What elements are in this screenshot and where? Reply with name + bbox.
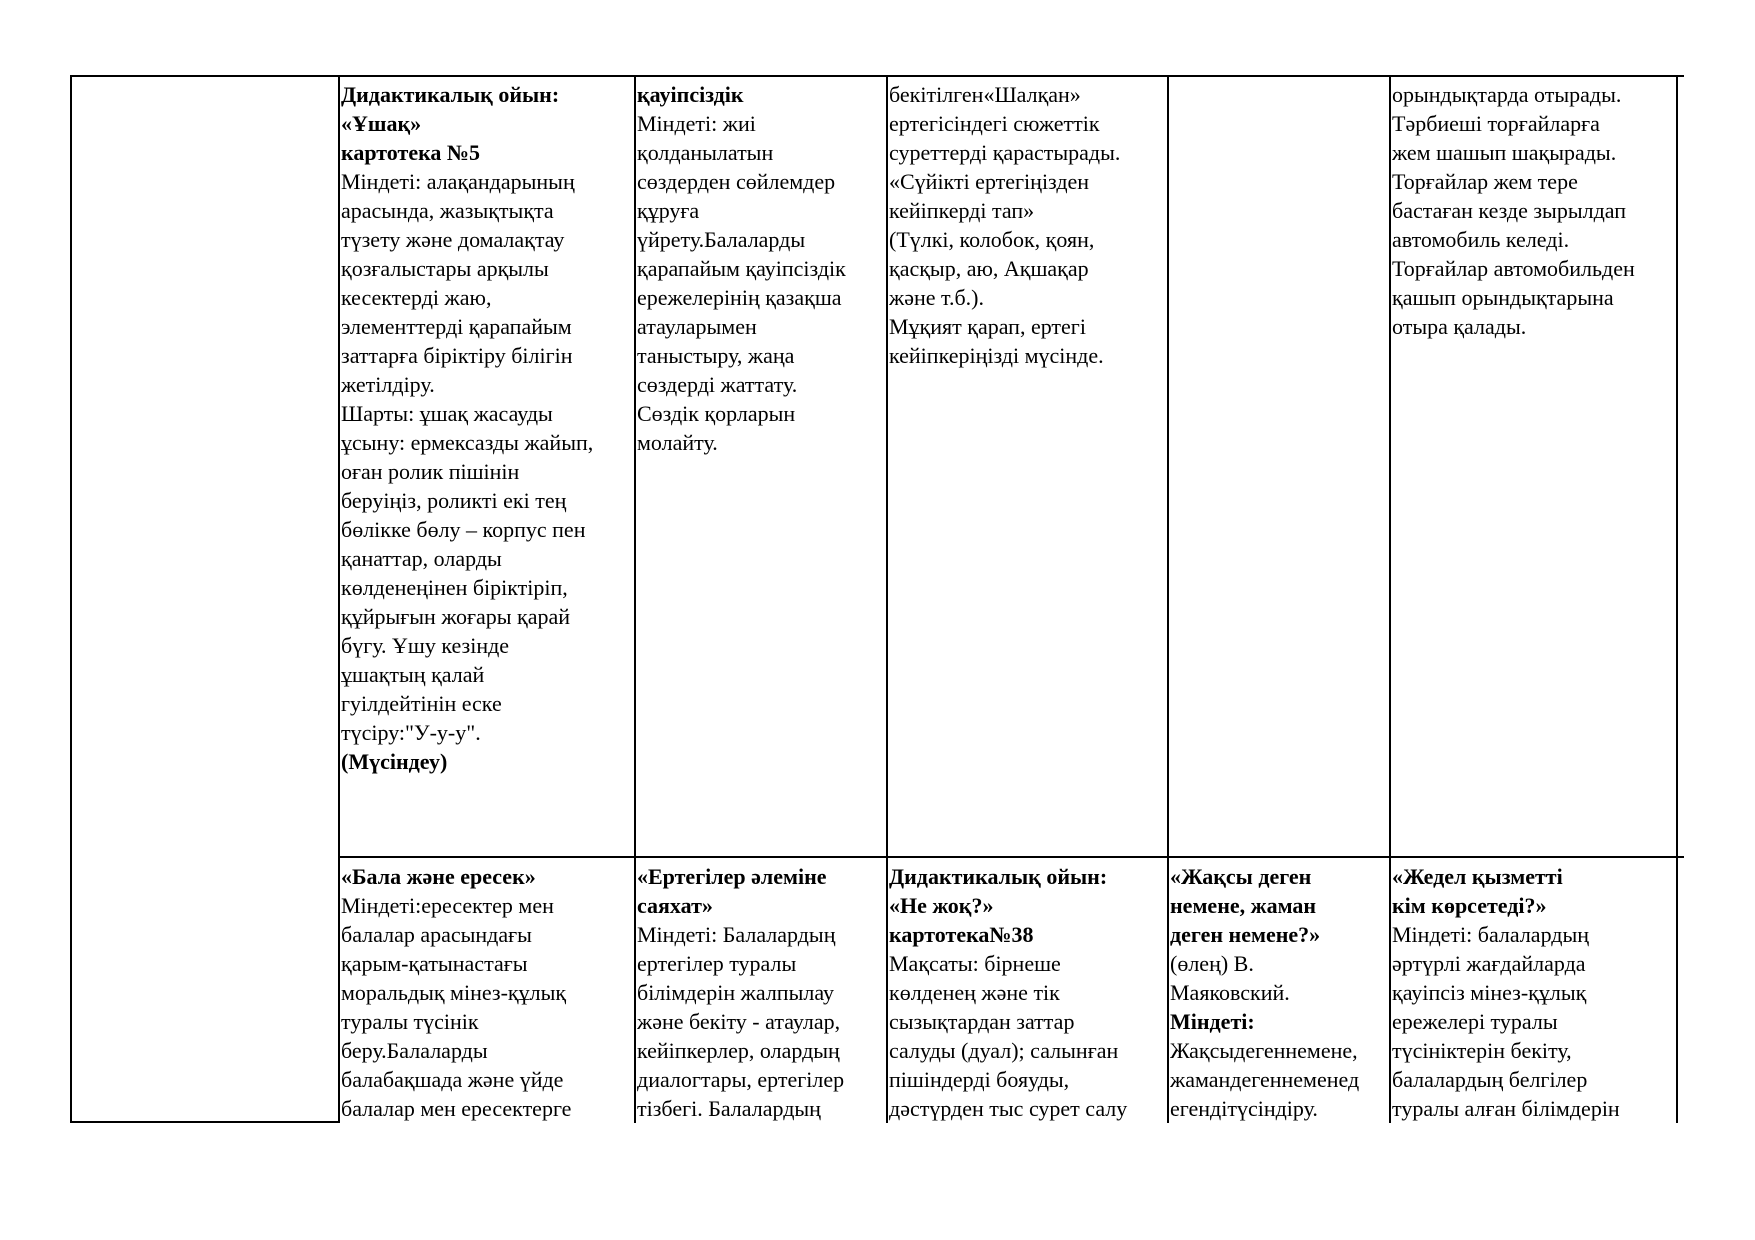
cell-text-line: Міндеті:: [1170, 1009, 1255, 1034]
table-cell-r2-c4: [889, 862, 1166, 1123]
cell-text-line: Міндеті: алақандарының: [341, 169, 575, 194]
cell-text-line: элементтерді қарапайым: [341, 314, 572, 339]
cell-text-line: көлденең және тік: [889, 980, 1060, 1005]
cell-text-line: беру.Балаларды: [341, 1038, 488, 1063]
cell-text-line: Сөздік қорларын: [637, 401, 796, 426]
cell-text-line: Міндеті:ересектер мен: [341, 893, 554, 918]
cell-text-line: (Түлкі, колобок, қоян,: [889, 227, 1095, 252]
table-top-border: [70, 75, 1684, 77]
cell-text-line: Міндеті: жиі: [637, 111, 756, 136]
cell-text-line: қарапайым қауіпсіздік: [637, 256, 846, 281]
cell-text-line: (өлең) В.: [1170, 951, 1254, 976]
cell-text-line: Міндеті: Балалардың: [637, 922, 836, 947]
cell-text-line: жамандегеннеменед: [1170, 1067, 1360, 1092]
cell-text-line: «Не жоқ?»: [889, 893, 994, 918]
cell-text-line: үйрету.Балаларды: [637, 227, 806, 252]
cell-text-line: қауіпсіздік: [637, 82, 744, 107]
cell-text-line: Жақсыдегеннемене,: [1170, 1038, 1358, 1063]
cell-text-line: және бекіту - атаулар,: [637, 1009, 841, 1034]
cell-text-line: құйрығын жоғары қарай: [341, 604, 571, 629]
column-divider-5: [1389, 75, 1391, 1123]
cell-text-line: кейіпкеріңізді мүсінде.: [889, 343, 1104, 368]
table-left-border: [70, 75, 72, 1123]
cell-text-line: деген немене?»: [1170, 922, 1321, 947]
cell-text-line: қозғалыстары арқылы: [341, 256, 549, 281]
cell-text-line: егендітүсіндіру.: [1170, 1096, 1318, 1121]
cell-text-line: сөздерді жаттату.: [637, 372, 798, 397]
cell-text-line: қашып орындықтарына: [1392, 285, 1614, 310]
cell-text-line: балабақшада және үйде: [341, 1067, 564, 1092]
cell-text-line: қарым-қатынастағы: [341, 951, 528, 976]
cell-text-line: атауларымен: [637, 314, 757, 339]
cell-text-line: салуды (дуал); салынған: [889, 1038, 1119, 1063]
cell-text-line: балалар арасындағы: [341, 922, 532, 947]
cell-text-line: бүгу. Ұшу кезінде: [341, 633, 510, 658]
cell-text-line: «Бала және ересек»: [341, 864, 536, 889]
cell-text-line: қолданылатын: [637, 140, 774, 165]
table-cell-r1-c5: [1170, 80, 1388, 852]
table-cell-r1-c3: [637, 80, 885, 852]
cell-text-line: және т.б.).: [889, 285, 984, 310]
cell-text-line: немене, жаман: [1170, 893, 1317, 918]
cell-text-line: тізбегі. Балалардың: [637, 1096, 821, 1121]
cell-text-line: ертегілер туралы: [637, 951, 797, 976]
table-bottom-border: [70, 1121, 339, 1123]
row-divider: [339, 856, 1684, 858]
cell-text-line: Мақсаты: бірнеше: [889, 951, 1061, 976]
cell-text-line: сызықтардан заттар: [889, 1009, 1075, 1034]
cell-text-line: «Жақсы деген: [1170, 864, 1312, 889]
cell-text-line: туралы алған білімдерін: [1392, 1096, 1620, 1121]
cell-text-line: дәстүрден тыс сурет салу: [889, 1096, 1128, 1121]
cell-text-line: «Ұшақ»: [341, 111, 422, 136]
cell-text-line: автомобиль келеді.: [1392, 227, 1570, 252]
table-cell-r1-c4: [889, 80, 1166, 852]
cell-text-line: пішіндерді бояуды,: [889, 1067, 1070, 1092]
cell-text-line: Міндеті: балалардың: [1392, 922, 1590, 947]
cell-text-line: қасқыр, аю, Ақшақар: [889, 256, 1089, 281]
cell-text-line: түсіру:"У-у-у".: [341, 720, 481, 745]
column-divider-1: [338, 75, 340, 1123]
cell-text-line: суреттерді қарастырады.: [889, 140, 1121, 165]
table-cell-r1-c6: [1392, 80, 1675, 852]
cell-text-line: Тәрбиеші торғайларға: [1392, 111, 1600, 136]
cell-text-line: әртүрлі жағдайларда: [1392, 951, 1586, 976]
cell-text-line: қанаттар, оларды: [341, 546, 502, 571]
cell-text-line: беруіңіз, роликті екі тең: [341, 488, 567, 513]
cell-text-line: картотека №5: [341, 140, 481, 165]
cell-text-line: «Ертегілер әлеміне: [637, 864, 827, 889]
cell-text-line: бастаған кезде зырылдап: [1392, 198, 1627, 223]
cell-text-line: сөздерден сөйлемдер: [637, 169, 836, 194]
cell-text-line: көлденеңінен біріктіріп,: [341, 575, 568, 600]
table-cell-r2-c3: [637, 862, 885, 1123]
cell-text-line: Торғайлар жем тере: [1392, 169, 1578, 194]
cell-text-line: ертегісіндегі сюжеттік: [889, 111, 1100, 136]
cell-text-line: ұшақтың қалай: [341, 662, 485, 687]
table-cell-r2-c5: [1170, 862, 1388, 1123]
cell-text-line: туралы түсінік: [341, 1009, 479, 1034]
cell-text-line: гуілдейтінін еске: [341, 691, 502, 716]
cell-text-line: орындықтарда отырады.: [1392, 82, 1622, 107]
cell-text-line: кім көрсетеді?»: [1392, 893, 1547, 918]
cell-text-line: кесектерді жаю,: [341, 285, 492, 310]
table-cell-r1-c2: [341, 80, 633, 852]
column-divider-4: [1167, 75, 1169, 1123]
cell-text-line: балалар мен ересектерге: [341, 1096, 572, 1121]
cell-text-line: Шарты: ұшақ жасауды: [341, 401, 553, 426]
cell-text-line: қауіпсіз мінез-құлық: [1392, 980, 1587, 1005]
cell-text-line: жетілдіру.: [341, 372, 435, 397]
cell-text-line: диалогтары, ертегілер: [637, 1067, 845, 1092]
cell-text-line: түсініктерін бекіту,: [1392, 1038, 1572, 1063]
cell-text-line: жем шашып шақырады.: [1392, 140, 1617, 165]
cell-text-line: молайту.: [637, 430, 718, 455]
cell-text-line: Дидактикалық ойын:: [341, 82, 560, 107]
cell-text-line: заттарға біріктіру білігін: [341, 343, 573, 368]
cell-text-line: құруға: [637, 198, 700, 223]
cell-text-line: Мұқият қарап, ертегі: [889, 314, 1086, 339]
cell-text-line: «Жедел қызметті: [1392, 864, 1563, 889]
cell-text-line: бөлікке бөлу – корпус пен: [341, 517, 586, 542]
cell-text-line: Маяковский.: [1170, 980, 1290, 1005]
cell-text-line: оған ролик пішінін: [341, 459, 520, 484]
cell-text-line: білімдерін жалпылау: [637, 980, 834, 1005]
cell-text-line: саяхат»: [637, 893, 713, 918]
cell-text-line: Торғайлар автомобильден: [1392, 256, 1635, 281]
cell-text-line: ережелері туралы: [1392, 1009, 1558, 1034]
cell-text-line: отыра қалады.: [1392, 314, 1527, 339]
cell-text-line: кейіпкерді тап»: [889, 198, 1035, 223]
cell-text-line: арасында, жазықтықта: [341, 198, 554, 223]
cell-text-line: кейіпкерлер, олардың: [637, 1038, 840, 1063]
cell-text-line: балалардың белгілер: [1392, 1067, 1588, 1092]
cell-text-line: картотека№38: [889, 922, 1034, 947]
column-divider-2: [634, 75, 636, 1123]
cell-text-line: таныстыру, жаңа: [637, 343, 795, 368]
cell-text-line: бекітілген«Шалқан»: [889, 82, 1081, 107]
table-right-border: [1676, 75, 1678, 1123]
cell-text-line: «Сүйікті ертегіңізден: [889, 169, 1090, 194]
cell-text-line: ережелерінің қазақша: [637, 285, 842, 310]
table-cell-r2-c2: [341, 862, 633, 1123]
cell-text-line: ұсыну: ермексазды жайып,: [341, 430, 594, 455]
cell-text-line: Дидактикалық ойын:: [889, 864, 1108, 889]
column-divider-3: [886, 75, 888, 1123]
cell-text-line: (Мүсіндеу): [341, 749, 448, 774]
table-cell-r2-c6: [1392, 862, 1675, 1123]
cell-text-line: түзету және домалақтау: [341, 227, 565, 252]
cell-text-line: моральдық мінез-құлық: [341, 980, 567, 1005]
